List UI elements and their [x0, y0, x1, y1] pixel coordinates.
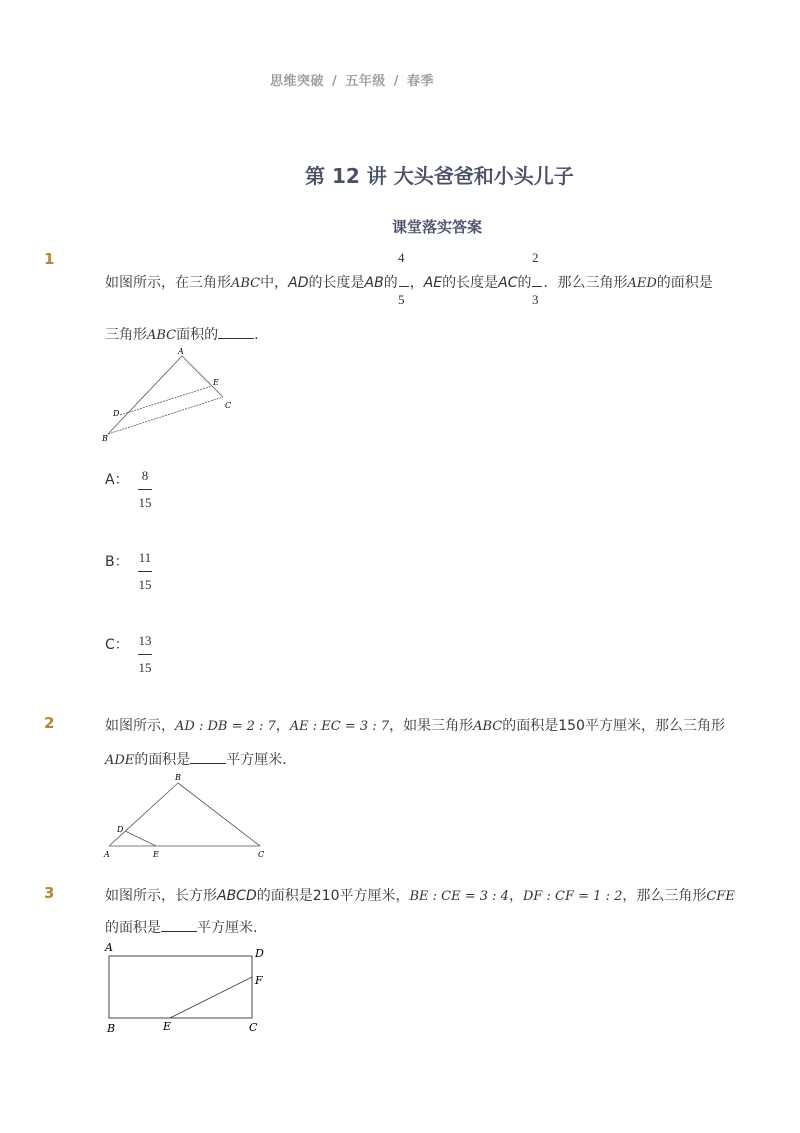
segment-AB — [109, 783, 178, 846]
fraction-bar — [399, 278, 409, 287]
text-segment: 的 — [517, 275, 532, 291]
text-segment: 的面积是210平方厘米， — [256, 888, 410, 904]
rectangle-figure — [100, 938, 275, 1038]
text-segment: ．那么三角形 — [543, 275, 628, 291]
segment-EF — [170, 977, 252, 1018]
math-expression: DF : CF = 1 : 2 — [522, 889, 623, 904]
answer-blank[interactable] — [218, 326, 254, 339]
point-label-D: D — [113, 409, 120, 418]
point-label-C: C — [249, 1021, 258, 1034]
math-symbol: AC — [498, 275, 518, 291]
text-segment: ， — [508, 888, 523, 904]
question-text-line — [105, 917, 267, 937]
point-label-A: A — [105, 941, 113, 954]
text-segment: 的面积是 — [134, 752, 191, 768]
text-segment: 如图所示，长方形 — [105, 888, 217, 904]
breadcrumb-item: 思维突破 — [270, 74, 325, 89]
fraction-denominator: 15 — [138, 577, 152, 592]
fraction-bar — [138, 654, 152, 655]
option-fraction — [133, 468, 157, 511]
math-symbol: AE — [423, 275, 443, 291]
math-expression: AD : DB = 2 : 7 — [175, 719, 276, 734]
question-number: 3 — [44, 884, 55, 902]
segment-AC — [182, 356, 223, 397]
option-label[interactable]: C： — [105, 637, 129, 653]
text-segment: ． — [254, 327, 269, 343]
fraction-denominator: 15 — [138, 660, 152, 675]
math-symbol: AED — [627, 276, 657, 291]
fraction-numerator: 2 — [532, 250, 539, 265]
question-text-line — [105, 272, 713, 292]
option-label[interactable]: A： — [105, 472, 129, 488]
text-segment: 的面积是 — [656, 275, 713, 291]
page-subtitle: 课堂落实答案 — [392, 218, 483, 236]
point-label-C: C — [258, 850, 265, 859]
math-symbol: ABC — [231, 276, 261, 291]
option-fraction — [133, 550, 157, 593]
breadcrumb — [270, 70, 434, 89]
text-segment: ，如果三角形 — [389, 718, 474, 734]
point-label-E: E — [213, 378, 219, 387]
math-expression: AE : EC = 3 : 7 — [289, 719, 390, 734]
point-label-A: A — [178, 347, 184, 356]
text-segment: 平方厘米． — [226, 752, 297, 768]
point-label-A: A — [104, 850, 110, 859]
text-segment: 的 — [383, 275, 398, 291]
question-text-line — [105, 885, 735, 905]
page-title: 第 12 讲 大头爸爸和小头儿子 — [305, 164, 574, 188]
option-fraction — [133, 633, 157, 676]
point-label-B: B — [102, 434, 108, 443]
fraction-numerator: 11 — [138, 550, 152, 565]
fraction-numerator: 8 — [141, 468, 149, 483]
triangle-figure — [100, 344, 240, 444]
segment-DE — [125, 831, 156, 846]
point-label-E: E — [163, 1020, 172, 1033]
text-segment: ， — [275, 718, 290, 734]
text-segment: 如图所示， — [105, 718, 175, 734]
math-symbol: ADE — [105, 753, 135, 768]
question-text-line — [105, 324, 268, 344]
text-segment: 的面积是 — [105, 920, 161, 936]
question-text-line — [105, 715, 725, 735]
point-label-B: B — [107, 1022, 116, 1035]
segment-AB — [108, 356, 182, 434]
math-symbol: CFE — [706, 889, 735, 904]
text-segment: 三角形 — [105, 327, 147, 343]
text-segment: ， — [409, 275, 424, 291]
math-expression: BE : CE = 3 : 4 — [409, 889, 509, 904]
point-label-D: D — [117, 825, 124, 834]
fraction-denominator: 5 — [398, 292, 405, 307]
text-segment: 中， — [260, 275, 289, 291]
fraction-numerator: 4 — [398, 250, 405, 265]
answer-blank[interactable] — [190, 751, 226, 764]
math-symbol: ABCD — [217, 888, 257, 904]
text-segment: 面积的 — [176, 327, 219, 343]
question-text-line — [105, 749, 296, 769]
point-label-E: E — [153, 850, 159, 859]
option-label[interactable]: B： — [105, 554, 129, 570]
breadcrumb-separator: / — [393, 74, 400, 89]
text-segment: 的长度是 — [308, 275, 365, 291]
math-symbol: ABC — [147, 328, 177, 343]
text-segment: 的长度是 — [442, 275, 499, 291]
segment-DE — [120, 386, 212, 415]
fraction-numerator: 13 — [138, 633, 152, 648]
math-symbol: ABC — [473, 719, 503, 734]
fraction-denominator: 3 — [532, 292, 539, 307]
point-label-D: D — [255, 947, 264, 960]
answer-blank[interactable] — [161, 919, 197, 932]
point-label-B: B — [175, 773, 181, 782]
fraction-bar — [138, 489, 152, 490]
fraction-bar — [532, 278, 542, 287]
breadcrumb-separator: / — [332, 74, 338, 89]
triangle-figure — [100, 770, 275, 862]
segment-BC — [178, 783, 260, 846]
rectangle-ABCD — [109, 956, 252, 1018]
breadcrumb-item: 春季 — [407, 74, 435, 89]
question-number: 1 — [44, 250, 55, 268]
text-segment: 平方厘米． — [197, 920, 267, 936]
text-segment: 如图所示，在三角形 — [105, 275, 231, 291]
point-label-C: C — [225, 401, 232, 410]
fraction-denominator: 15 — [138, 495, 152, 510]
text-segment: ，那么三角形 — [622, 888, 707, 904]
breadcrumb-item: 五年级 — [345, 74, 386, 89]
point-label-F: F — [255, 974, 263, 987]
fraction-bar — [138, 571, 152, 572]
text-segment: 的面积是150平方厘米，那么三角形 — [502, 718, 725, 734]
math-symbol: AD — [288, 275, 309, 291]
math-symbol: AB — [364, 275, 384, 291]
question-number: 2 — [44, 714, 55, 732]
